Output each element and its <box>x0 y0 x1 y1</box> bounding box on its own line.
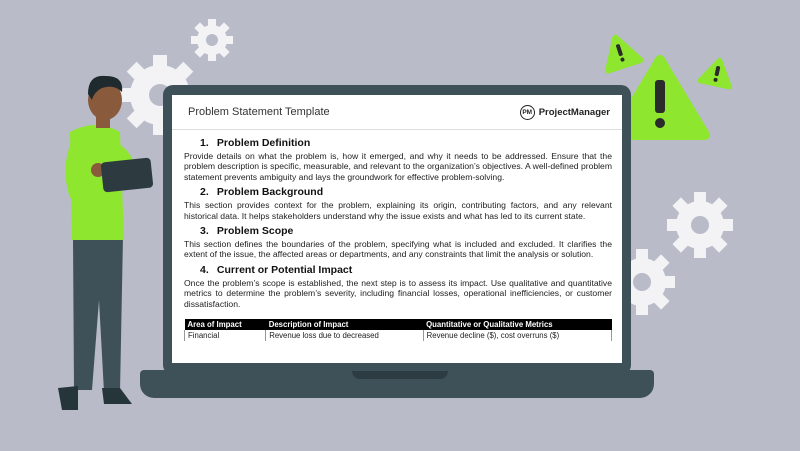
document-header <box>172 95 622 130</box>
section-body: Provide details on what the problem is, how it emerged, and why it needs to be addressed. Ensure that the problem description is specific, measurable, and relevant to the organization’s objectives. A well-defined problem statement prevents ambiguity and lays the groundwork for effective problem-solving. <box>184 151 612 182</box>
table-header-row <box>185 319 612 330</box>
section-body: This section provides context for the problem, explaining its origin, contributing factors, and any relevant historical data. It helps stakeholders understand why the issue exists and what has led to its current state. <box>184 200 612 221</box>
impact-table <box>184 319 612 341</box>
section-heading <box>200 186 612 198</box>
section-number: 3. <box>200 225 209 238</box>
table-header-cell: Description of Impact <box>266 319 423 330</box>
table-header-cell: Area of Impact <box>185 319 266 330</box>
laptop-notch <box>352 371 448 379</box>
section-title: Current or Potential Impact <box>216 263 353 276</box>
brand-name: ProjectManager <box>538 106 610 118</box>
section-title: Problem Background <box>216 186 324 199</box>
document-body <box>172 130 622 341</box>
table-header-cell: Quantitative or Qualitative Metrics <box>423 319 611 330</box>
section-body: Once the problem’s scope is established, the next step is to assess its impact. Use qualitative and quantitative metrics to determine the problem’s severity, including financial losses, operational inefficiencies, or customer dissatisfaction. <box>184 277 612 309</box>
document-title: Problem Statement Template <box>188 106 330 118</box>
gear-icon <box>667 192 733 258</box>
table-cell: Revenue decline ($), cost overruns ($) <box>423 330 611 341</box>
section-title: Problem Scope <box>216 225 294 238</box>
table-cell: Financial <box>185 330 266 341</box>
section-title: Problem Definition <box>216 137 311 149</box>
section-body: This section defines the boundaries of the problem, specifying what is included and excluded. It clarifies the extent of the issue, the affected areas or departments, and any constraints that limit the analysis or solution. <box>184 239 612 260</box>
table-row <box>185 330 612 341</box>
section-number: 2. <box>200 186 209 199</box>
section-number: 1. <box>200 137 209 149</box>
brand-logo-mark: PM <box>520 105 535 120</box>
section-number: 4. <box>200 263 209 276</box>
document-screen <box>172 95 622 363</box>
section-heading <box>200 264 612 276</box>
brand-logo <box>520 105 610 120</box>
section-heading <box>200 137 612 149</box>
gear-icon <box>191 19 233 61</box>
warning-triangle-icon <box>700 57 734 87</box>
warning-triangle-icon <box>599 32 640 70</box>
table-cell: Revenue loss due to decreased <box>266 330 423 341</box>
section-heading <box>200 225 612 237</box>
